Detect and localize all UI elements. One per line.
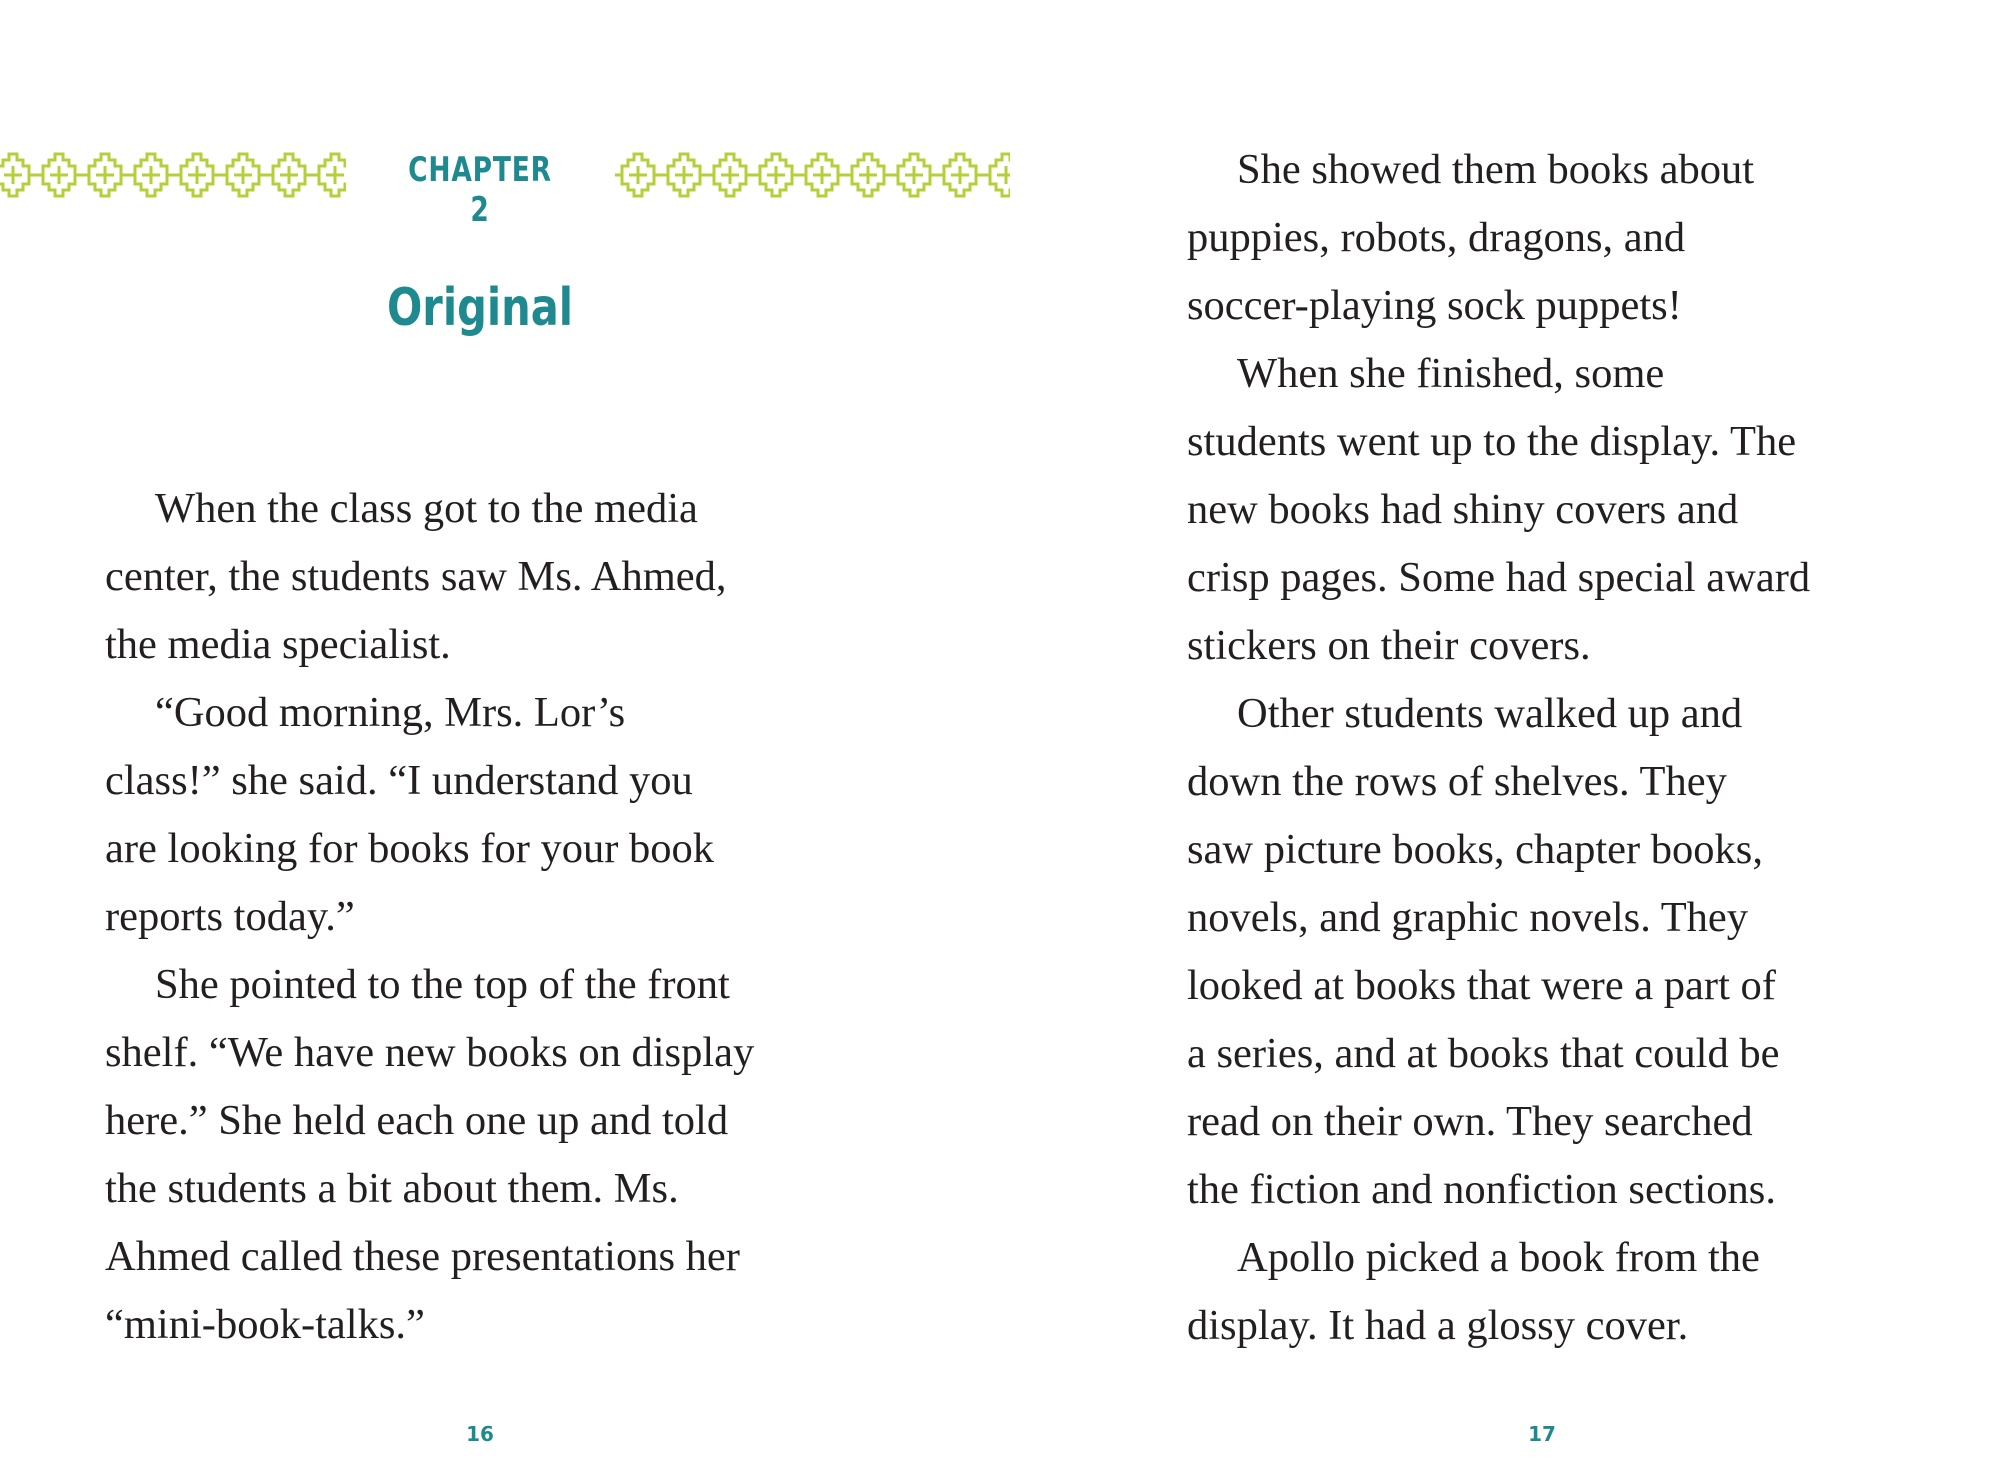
- text-line: a series, and at books that could be: [1187, 1030, 1780, 1077]
- text-line: When the class got to the media: [155, 485, 698, 532]
- text-line: Ahmed called these presentations her: [105, 1233, 740, 1280]
- text-line: the fiction and nonfiction sections.: [1187, 1166, 1776, 1213]
- text-line: She showed them books about: [1237, 146, 1755, 193]
- text-line: looked at books that were a part of: [1187, 962, 1776, 1009]
- text-line: class!” she said. “I understand you: [105, 757, 693, 804]
- text-line: shelf. “We have new books on display: [105, 1029, 755, 1076]
- text-line: Apollo picked a book from the: [1237, 1234, 1760, 1281]
- ornament-border-right: [615, 152, 1010, 198]
- page-number-left: 16: [466, 1422, 494, 1446]
- text-line: novels, and graphic novels. They: [1187, 894, 1749, 941]
- text-line: center, the students saw Ms. Ahmed,: [105, 553, 727, 600]
- text-line: down the rows of shelves. They: [1187, 758, 1727, 805]
- text-line: reports today.”: [105, 893, 355, 940]
- text-line: the students a bit about them. Ms.: [105, 1165, 679, 1212]
- text-line: the media specialist.: [105, 621, 451, 668]
- text-line: display. It had a glossy cover.: [1187, 1302, 1689, 1349]
- text-line: When she finished, some: [1237, 350, 1665, 397]
- text-line: “mini-book-talks.”: [105, 1301, 425, 1348]
- text-line: puppies, robots, dragons, and: [1187, 214, 1686, 261]
- ornament-border-left: [0, 152, 346, 198]
- text-line: are looking for books for your book: [105, 825, 715, 872]
- chapter-label: CHAPTER 2: [408, 150, 552, 230]
- right-page-body: [1187, 136, 1810, 1360]
- page-number-right: 17: [1528, 1422, 1556, 1446]
- text-line: Other students walked up and: [1237, 690, 1743, 737]
- text-line: She pointed to the top of the front: [155, 961, 730, 1008]
- chapter-title: Original: [386, 278, 574, 338]
- text-line: “Good morning, Mrs. Lor’s: [155, 689, 626, 736]
- text-line: stickers on their covers.: [1187, 622, 1591, 669]
- left-page-body: [105, 475, 754, 1359]
- text-line: students went up to the display. The: [1187, 418, 1797, 465]
- text-line: new books had shiny covers and: [1187, 486, 1739, 533]
- text-line: saw picture books, chapter books,: [1187, 826, 1763, 873]
- text-line: crisp pages. Some had special award: [1187, 554, 1811, 601]
- text-line: read on their own. They searched: [1187, 1098, 1753, 1145]
- text-line: here.” She held each one up and told: [105, 1097, 729, 1144]
- text-line: soccer-playing sock puppets!: [1187, 282, 1682, 329]
